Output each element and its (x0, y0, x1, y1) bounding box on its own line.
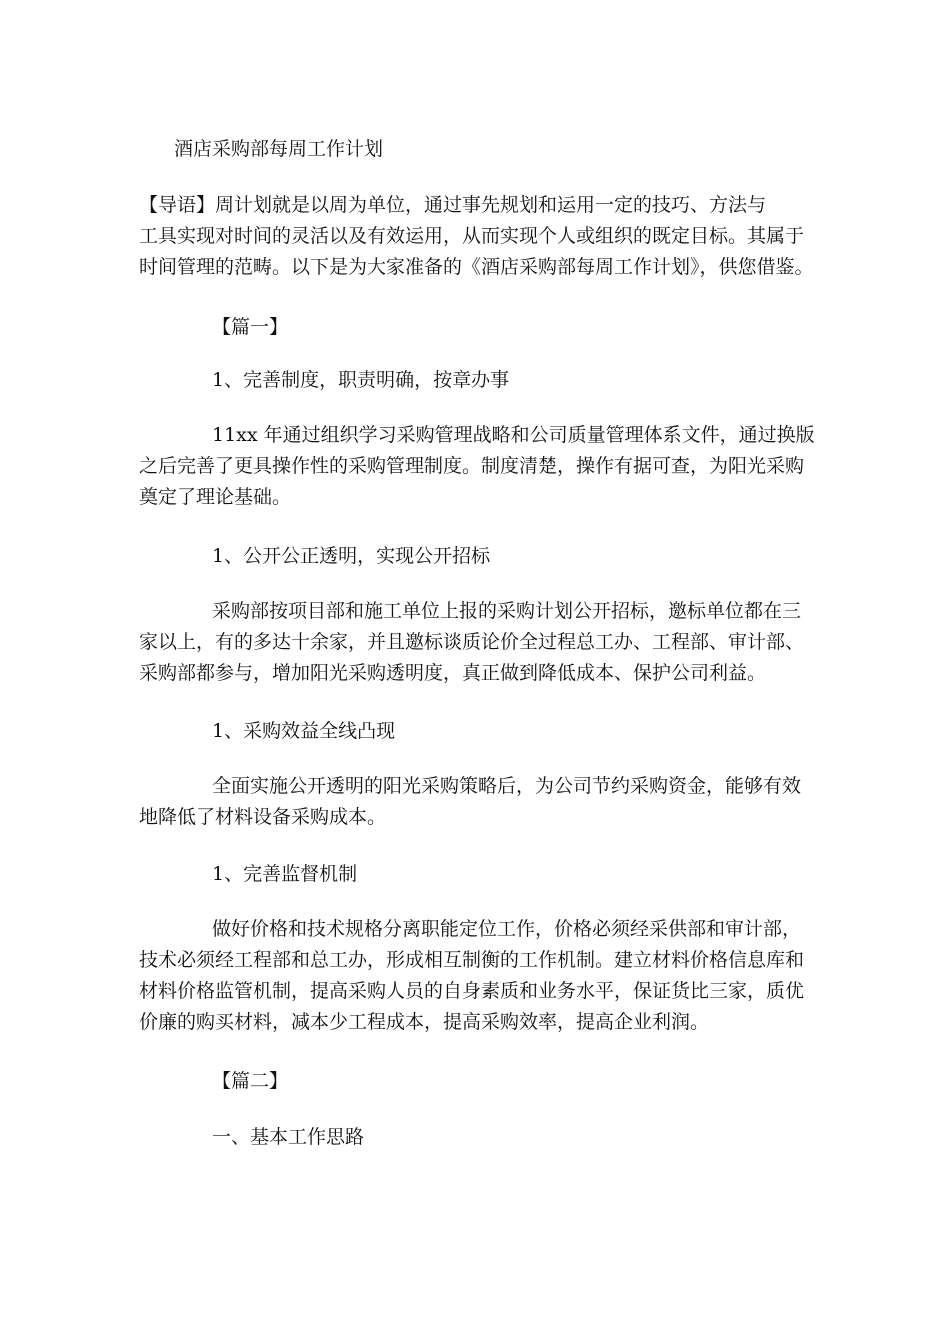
part2-heading: 【篇二】 (212, 1070, 289, 1092)
part2-section1-heading: 一、基本工作思路 (212, 1126, 365, 1148)
part1-section2-heading: 1、公开公正透明，实现公开招标 (212, 545, 491, 567)
part1-section1-heading: 1、完善制度，职责明确，按章办事 (212, 369, 510, 391)
intro-paragraph: 【导语】周计划就是以周为单位，通过事先规划和运用一定的技巧、方法与 工具实现对时间的灵活以及有效运用，从而实现个人或组织的既定目标。其属于 时间管理的范畴。以下是为大家准备的《酒店采购部每周工作计划》，供您借鉴。 (139, 194, 814, 278)
part1-section3-body: 全面实施公开透明的阳光采购策略后，为公司节约采购资金，能够有效 地降低了材料设备采购成本。 (139, 775, 802, 828)
document-title: 酒店采购部每周工作计划 (174, 138, 384, 160)
part1-section1-body: 11xx 年通过组织学习采购管理战略和公司质量管理体系文件，通过换版 之后完善了更具操作性的采购管理制度。制度清楚，操作有据可查，为阳光采购 奠定了理论基础。 (139, 424, 815, 508)
part1-section4-heading: 1、完善监督机制 (212, 863, 358, 885)
part1-section2-body: 采购部按项目部和施工单位上报的采购计划公开招标，邀标单位都在三 家以上，有的多达十余家，并且邀标谈质论价全过程总工办、工程部、审计部、 采购部都参与，增加阳光采购透明度，真正做到降低成本、保护公司利益。 (139, 600, 805, 684)
part1-section4-body: 做好价格和技术规格分离职能定位工作，价格必须经采供部和审计部， 技术必须经工程部和总工办，形成相互制衡的工作机制。建立材料价格信息库和 材料价格监管机制，提高采购人员的自身素质和业务水平，保证货比三家，质优 价廉的购买材料，减本少工程成本，提高采购效率，提高企业利润。 (139, 918, 805, 1033)
part1-heading: 【篇一】 (212, 316, 289, 338)
part1-section3-heading: 1、采购效益全线凸现 (212, 720, 396, 742)
